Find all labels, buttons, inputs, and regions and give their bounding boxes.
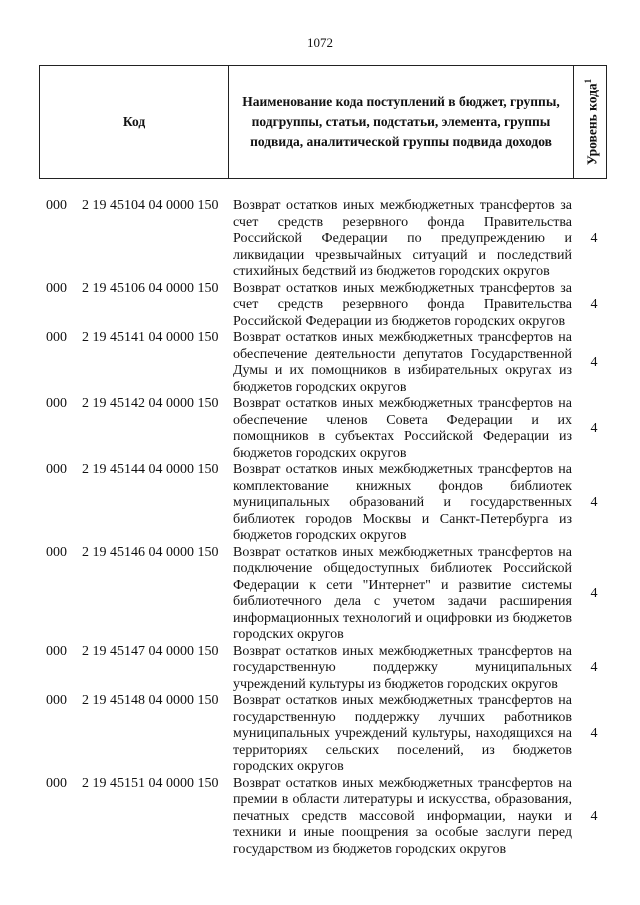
row-prefix: 000 (46, 775, 67, 791)
row-code: 2 19 45144 04 0000 150 (82, 462, 219, 477)
row-name: Возврат остатков иных межбюджетных трансфертов на государственную поддержку лучших работников муниципальных учреждений культуры, находящихся на территориях сельских поселений, из бюджетов городских округов (233, 693, 572, 774)
table-body (0, 198, 640, 858)
row-code: 2 19 45146 04 0000 150 (82, 544, 219, 560)
table-row (0, 644, 640, 694)
table-row (0, 545, 640, 644)
row-code: 2 19 45151 04 0000 150 (82, 775, 219, 791)
row-level: 4 (590, 660, 598, 676)
row-level: 4 (590, 808, 598, 824)
table-row (0, 693, 640, 776)
table-row (0, 198, 640, 281)
row-name: Возврат остатков иных межбюджетных трансфертов на премии в области литературы и искусства, образования, печатных средств массовой информации, науки и техники и иные поощрения за особые заслуги перед государством из бюджетов городских округов (233, 775, 572, 857)
table-row (0, 330, 640, 396)
header-level-label: Уровень кода (584, 83, 600, 166)
row-name: Возврат остатков иных межбюджетных трансфертов на комплектование книжных фондов библиотек муниципальных образований и государственных библиотек городов Москвы и Санкт-Петербурга из бюджетов городских округов (233, 462, 572, 543)
header-level-footnote: 1 (582, 78, 593, 84)
row-name: Возврат остатков иных межбюджетных трансфертов на обеспечение деятельности депутатов Государственной Думы и их помощников в избирательных округах из бюджетов городских округов (233, 330, 572, 395)
row-level: 4 (590, 355, 598, 370)
row-level: 4 (590, 231, 598, 247)
row-prefix: 000 (46, 693, 67, 708)
table-row (0, 776, 640, 859)
row-prefix: 000 (46, 462, 67, 477)
row-name: Возврат остатков иных межбюджетных трансфертов на подключение общедоступных библиотек Российской Федерации к сети "Интернет" и развитие системы библиотечного дела с учетом задачи расширения информационных технологий и оцифровки из бюджетов городских округов (233, 544, 572, 642)
row-level: 4 (590, 297, 598, 313)
row-prefix: 000 (46, 396, 67, 411)
row-prefix: 000 (46, 198, 67, 213)
row-code: 2 19 45141 04 0000 150 (82, 330, 219, 345)
header-level-text (578, 79, 603, 165)
row-code: 2 19 45106 04 0000 150 (82, 280, 219, 296)
table-header (39, 65, 607, 179)
row-code: 2 19 45104 04 0000 150 (82, 198, 219, 213)
row-name: Возврат остатков иных межбюджетных трансфертов на обеспечение членов Совета Федерации и их помощников в субъектах Российской Федерации из бюджетов городских округов (233, 396, 572, 461)
row-code: 2 19 45147 04 0000 150 (82, 643, 219, 659)
page-number: 1072 (307, 35, 333, 50)
row-level: 4 (590, 726, 598, 742)
table-row (0, 462, 640, 545)
header-name: Наименование кода поступлений в бюджет, группы, подгруппы, статьи, подстатьи, элемента, группы подвида, аналитической группы подвида доходов (229, 66, 574, 178)
header-code: Код (40, 66, 229, 178)
row-prefix: 000 (46, 330, 67, 345)
header-level (574, 66, 606, 178)
row-level: 4 (590, 421, 598, 436)
table-row (0, 281, 640, 331)
row-prefix: 000 (46, 280, 67, 296)
row-code: 2 19 45142 04 0000 150 (82, 396, 219, 411)
row-name: Возврат остатков иных межбюджетных трансфертов за счет средств резервного фонда Правительства Российской Федерации из бюджетов городских округов (233, 280, 572, 329)
row-prefix: 000 (46, 643, 67, 659)
table-row (0, 396, 640, 462)
row-name: Возврат остатков иных межбюджетных трансфертов за счет средств резервного фонда Правительства Российской Федерации по предупреждению и ликвидации чрезвычайных ситуаций и последствий стихийных бедствий из бюджетов городских округов (233, 198, 572, 279)
row-prefix: 000 (46, 544, 67, 560)
row-level: 4 (590, 586, 598, 601)
row-code: 2 19 45148 04 0000 150 (82, 693, 219, 708)
row-level: 4 (590, 495, 598, 511)
row-name: Возврат остатков иных межбюджетных трансфертов на государственную поддержку муниципальных учреждений культуры из бюджетов городских округов (233, 643, 572, 692)
